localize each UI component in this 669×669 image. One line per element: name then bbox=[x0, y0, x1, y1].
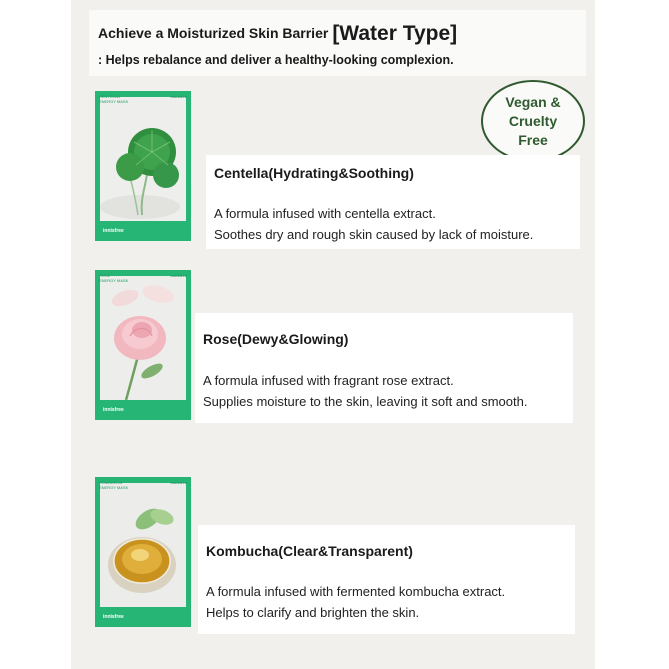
kombucha-icon bbox=[100, 483, 186, 607]
header-box bbox=[89, 10, 586, 76]
mask-brand: innisfree bbox=[103, 228, 124, 234]
mask-brand: innisfree bbox=[103, 407, 124, 413]
centella-mask-image bbox=[95, 91, 191, 241]
product-desc-line1: A formula infused with fermented kombucha extract. bbox=[206, 584, 506, 599]
mask-brand-top: innisfree bbox=[170, 273, 187, 278]
product-card-centella bbox=[206, 155, 580, 249]
product-card-rose bbox=[195, 313, 573, 423]
product-desc-line2: Helps to clarify and brighten the skin. bbox=[206, 605, 420, 620]
page-title bbox=[98, 22, 457, 46]
mask-brand-top: innisfree bbox=[170, 94, 187, 99]
kombucha-mask-image bbox=[95, 477, 191, 627]
mask-label: KOMBUCHA ENERGY MASK bbox=[99, 480, 129, 490]
mask-brand-top: innisfree bbox=[170, 480, 187, 485]
product-name: Centella(Hydrating&Soothing) bbox=[214, 165, 414, 181]
mask-label: ROSE ENERGY MASK bbox=[99, 273, 129, 283]
mask-brand: innisfree bbox=[103, 614, 124, 620]
title-type: [Water Type] bbox=[332, 22, 458, 45]
vegan-badge: Vegan & Cruelty Free bbox=[481, 80, 585, 162]
centella-leaf-icon bbox=[100, 97, 186, 221]
rose-icon bbox=[100, 276, 186, 400]
product-desc-line2: Supplies moisture to the skin, leaving it soft and smooth. bbox=[203, 394, 528, 409]
product-desc-line1: A formula infused with fragrant rose extract. bbox=[203, 373, 454, 388]
rose-mask-image bbox=[95, 270, 191, 420]
product-card-kombucha bbox=[198, 525, 575, 634]
product-desc-line2: Soothes dry and rough skin caused by lack of moisture. bbox=[214, 227, 534, 242]
product-desc-line1: A formula infused with centella extract. bbox=[214, 206, 436, 221]
title-text: Achieve a Moisturized Skin Barrier bbox=[98, 25, 329, 41]
page-subtitle: : Helps rebalance and deliver a healthy-looking complexion. bbox=[98, 53, 454, 67]
mask-label: CENTELLA ENERGY MASK bbox=[99, 94, 129, 104]
product-name: Rose(Dewy&Glowing) bbox=[203, 331, 349, 347]
product-name: Kombucha(Clear&Transparent) bbox=[206, 543, 413, 559]
